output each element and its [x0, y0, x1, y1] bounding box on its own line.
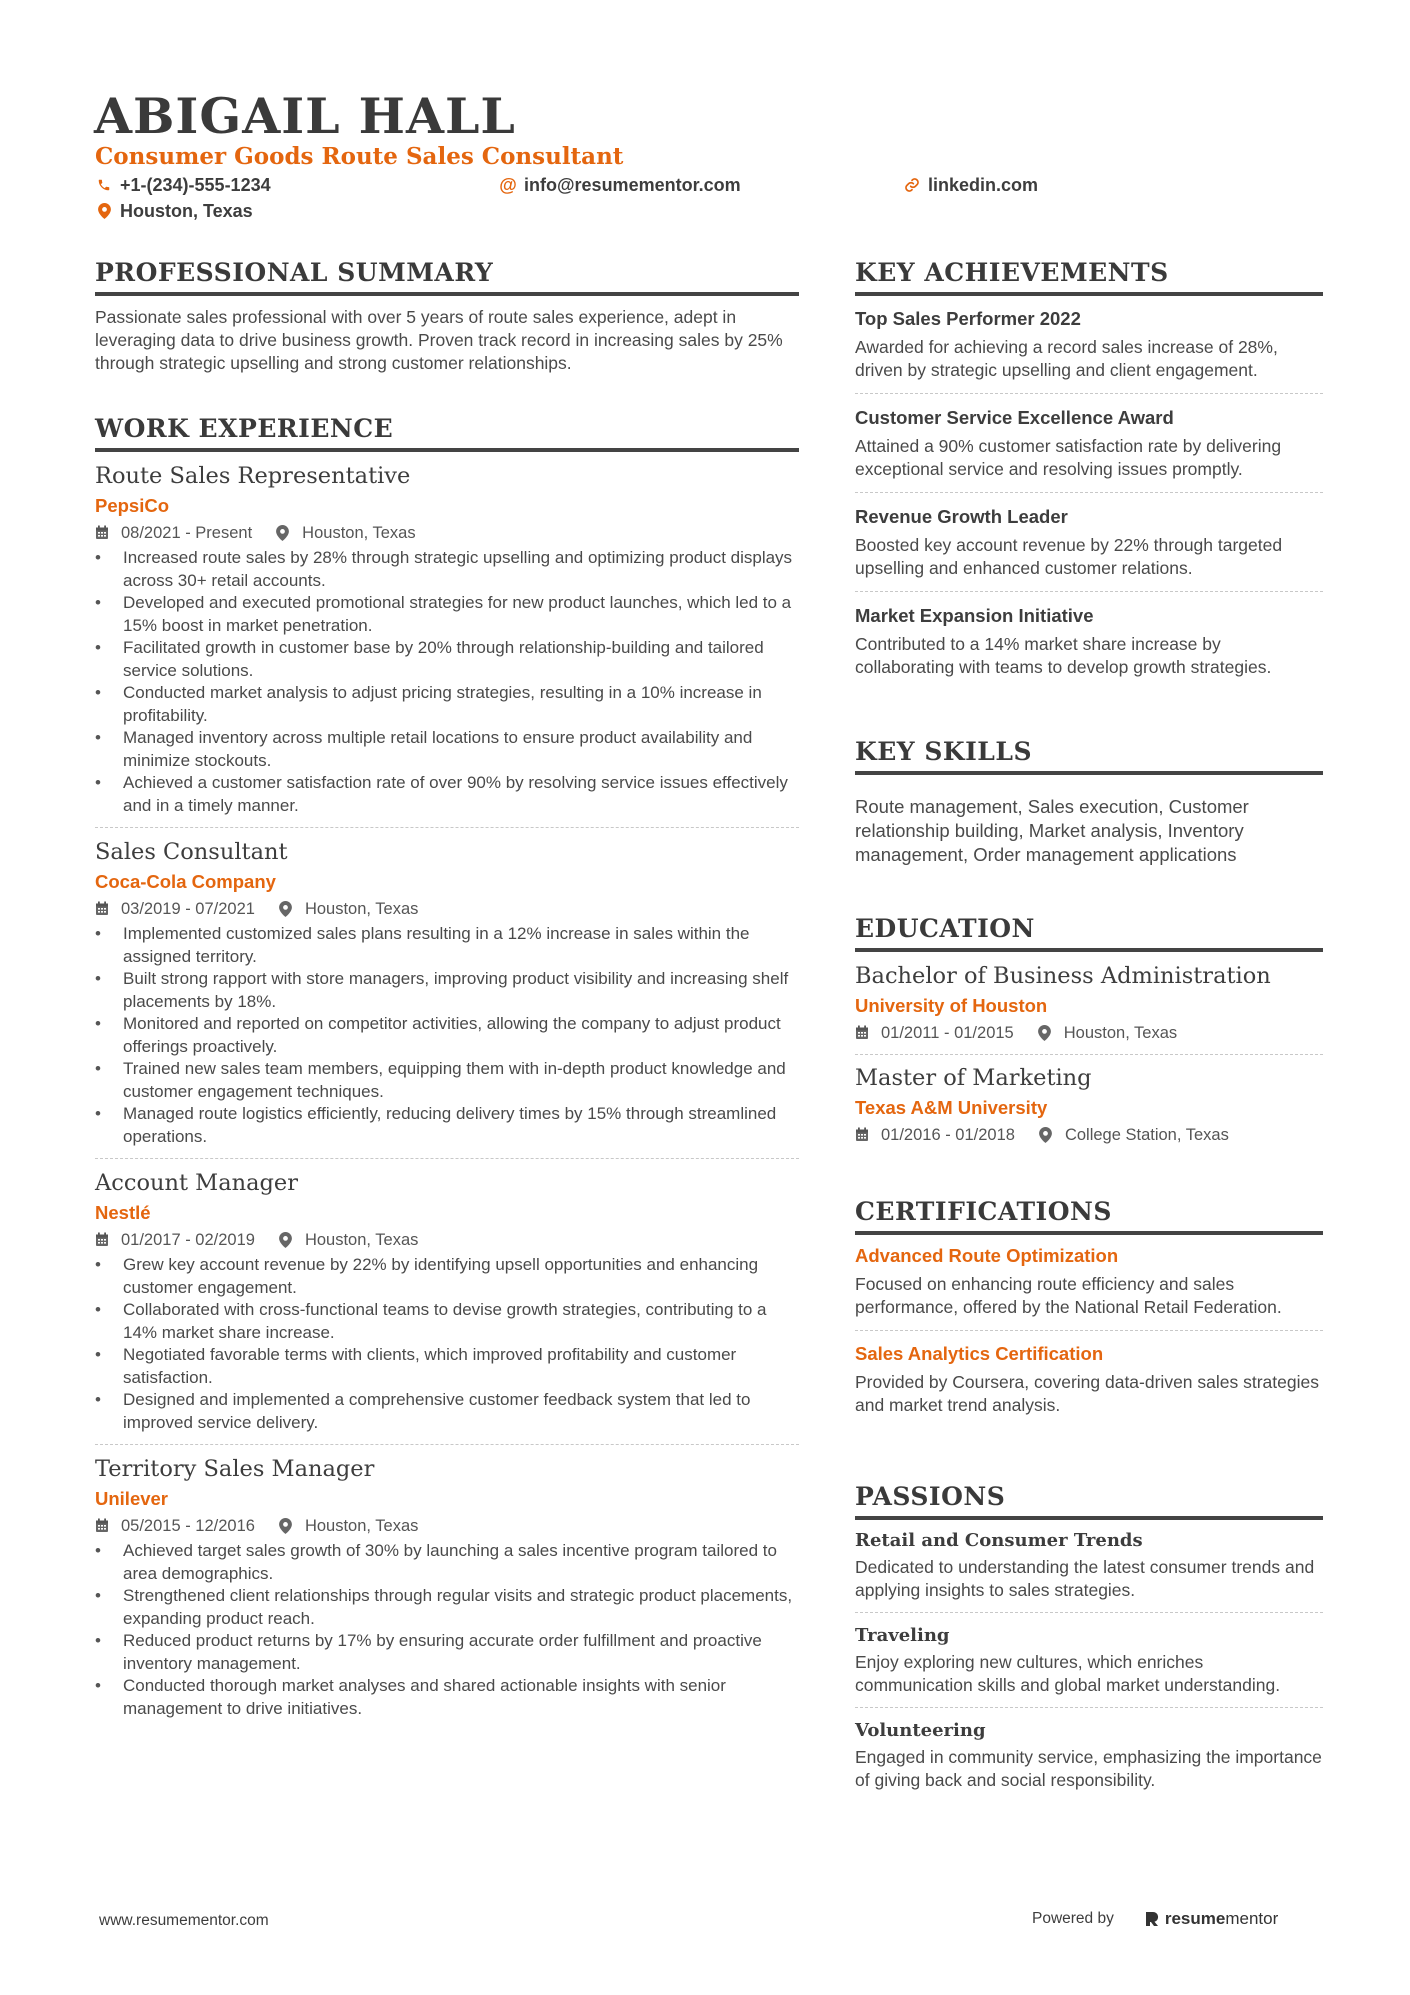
school-name: Texas A&M University — [855, 1097, 1048, 1118]
link-icon — [904, 176, 920, 194]
achievement-title: Customer Service Excellence Award — [855, 407, 1174, 428]
powered-by-text: Powered by — [1032, 1910, 1114, 1927]
certification-desc: Provided by Coursera, covering data-driven sales strategies and market trend analysis. — [855, 1372, 1319, 1415]
job-divider — [95, 827, 799, 828]
bullet-item: • Conducted market analysis to adjust pricing strategies, resulting in a 10% increase in profitability. — [95, 682, 799, 727]
location — [1039, 1124, 1229, 1146]
certifications-heading: CERTIFICATIONS — [855, 1197, 1323, 1235]
achievement-desc: Boosted key account revenue by 22% through targeted upselling and enhanced customer relations. — [855, 535, 1283, 578]
company-name: Nestlé — [95, 1202, 151, 1223]
passion-list — [855, 1528, 1323, 1792]
job-entry — [95, 1168, 799, 1434]
passions-section — [855, 1482, 1323, 1792]
certification-divider — [855, 1330, 1323, 1331]
bullet-item: • Facilitated growth in customer base by 20% through relationship-building and tailored service solutions. — [95, 637, 799, 682]
job-bullets — [95, 923, 799, 1148]
school-name: University of Houston — [855, 995, 1048, 1016]
location-contact — [96, 198, 253, 224]
passion-divider — [855, 1707, 1323, 1708]
job-title: Territory Sales Manager — [95, 1456, 375, 1482]
job-list — [95, 461, 799, 1720]
achievement-desc: Attained a 90% customer satisfaction rate by delivering exceptional service and resolving issues promptly. — [855, 436, 1282, 479]
certification-title: Advanced Route Optimization — [855, 1245, 1119, 1266]
linkedin-text: linkedin.com — [928, 174, 1039, 195]
email-text: info@resumementor.com — [524, 174, 741, 195]
date-range: 01/2011 - 01/2015 — [881, 1024, 1014, 1042]
work-section — [95, 414, 799, 1720]
passion-desc: Enjoy exploring new cultures, which enriches communication skills and global market understanding. — [855, 1652, 1281, 1695]
skills-heading: KEY SKILLS — [855, 737, 1323, 775]
job-bullets — [95, 1540, 799, 1720]
location-pin-icon — [279, 1232, 295, 1248]
achievement-title: Market Expansion Initiative — [855, 605, 1094, 626]
calendar-icon — [95, 1518, 111, 1534]
achievement-divider — [855, 393, 1323, 394]
date-range: 01/2016 - 01/2018 — [881, 1126, 1015, 1144]
achievement-title: Revenue Growth Leader — [855, 506, 1068, 527]
candidate-title: Consumer Goods Route Sales Consultant — [95, 143, 624, 170]
phone-text: +1-(234)-555-1234 — [120, 174, 271, 195]
achievements-section — [855, 258, 1323, 679]
location-pin-icon — [279, 901, 295, 917]
summary-text: Passionate sales professional with over 5 years of route sales experience, adept in leveraging data to drive business growth. Proven track record in increasing sales by 25% through strategic upselling and strong customer relationships. — [95, 307, 783, 373]
brand-name-b: mentor — [1225, 1909, 1279, 1928]
brand-mark-icon — [1144, 1910, 1160, 1928]
bullet-item: • Managed route logistics efficiently, reducing delivery times by 15% through streamlined operations. — [95, 1103, 799, 1148]
calendar-icon — [95, 525, 111, 541]
company-name: PepsiCo — [95, 495, 170, 516]
job-entry — [95, 837, 799, 1148]
achievement-divider — [855, 492, 1323, 493]
certifications-section — [855, 1197, 1323, 1417]
location-pin-icon — [279, 1518, 295, 1534]
achievement-title: Top Sales Performer 2022 — [855, 308, 1081, 329]
calendar-icon — [95, 1232, 111, 1248]
location-text: Houston, Texas — [304, 1517, 419, 1535]
achievement-desc: Contributed to a 14% market share increase by collaborating with teams to develop growth strategies. — [855, 634, 1272, 677]
achievement-list — [855, 306, 1323, 679]
certification-desc: Focused on enhancing route efficiency and sales performance, offered by the National Retail Federation. — [855, 1274, 1282, 1317]
bullet-item: • Conducted thorough market analyses and shared actionable insights with senior management to drive initiatives. — [95, 1675, 799, 1720]
location — [279, 1515, 418, 1537]
bullet-item: • Achieved target sales growth of 30% by launching a sales incentive program tailored to area demographics. — [95, 1540, 799, 1585]
education-section — [855, 914, 1323, 1146]
job-entry — [95, 461, 799, 817]
company-name: Coca-Cola Company — [95, 871, 276, 892]
skills-text: Route management, Sales execution, Customer relationship building, Market analysis, Inventory management, Order management applications — [855, 796, 1249, 865]
certification-list — [855, 1243, 1323, 1417]
calendar-icon — [95, 901, 111, 917]
phone-contact[interactable] — [96, 172, 271, 198]
location — [279, 1229, 418, 1251]
certification-title: Sales Analytics Certification — [855, 1343, 1104, 1364]
job-divider — [95, 1158, 799, 1159]
bullet-item: • Increased route sales by 28% through strategic upselling and optimizing product displays across 30+ retail accounts. — [95, 547, 799, 592]
passions-heading: PASSIONS — [855, 1482, 1323, 1520]
location-pin-icon — [96, 202, 112, 220]
bullet-item: • Developed and executed promotional strategies for new product launches, which led to a 15% boost in market penetration. — [95, 592, 799, 637]
job-title: Account Manager — [95, 1170, 299, 1196]
date-location-row — [855, 1022, 1323, 1044]
candidate-name: ABIGAIL HALL — [94, 87, 516, 145]
achievement-divider — [855, 591, 1323, 592]
job-divider — [95, 1444, 799, 1445]
date-location-row — [95, 1229, 799, 1251]
skills-section — [855, 737, 1323, 867]
location-text: Houston, Texas — [302, 524, 416, 542]
bullet-item: • Achieved a customer satisfaction rate of over 90% by resolving service issues effectively and in a timely manner. — [95, 772, 799, 817]
education-divider — [855, 1054, 1323, 1055]
date-location-row — [95, 522, 799, 544]
location — [276, 522, 415, 544]
location-text: College Station, Texas — [1064, 1126, 1229, 1144]
bullet-item: • Designed and implemented a comprehensive customer feedback system that led to improved service delivery. — [95, 1389, 799, 1434]
bullet-item: • Monitored and reported on competitor activities, allowing the company to adjust product offerings proactively. — [95, 1013, 799, 1058]
footer-website[interactable]: www.resumementor.com — [99, 1912, 269, 1929]
date-range: 08/2021 - Present — [121, 524, 253, 542]
date-location-row — [95, 898, 799, 920]
bullet-item: • Strengthened client relationships through regular visits and strategic product placements, expanding product reach. — [95, 1585, 799, 1630]
bullet-item: • Built strong rapport with store managers, improving product visibility and increasing shelf placements by 18%. — [95, 968, 799, 1013]
location-text: Houston, Texas — [304, 900, 419, 918]
calendar-icon — [855, 1127, 871, 1143]
achievement-desc: Awarded for achieving a record sales increase of 28%, driven by strategic upselling and client engagement. — [855, 337, 1278, 380]
bullet-item: • Trained new sales team members, equipping them with in-depth product knowledge and customer engagement techniques. — [95, 1058, 799, 1103]
location-text: Houston, Texas — [304, 1231, 419, 1249]
summary-section — [95, 258, 799, 375]
education-list — [855, 961, 1323, 1146]
at-icon: @ — [499, 174, 517, 195]
passion-divider — [855, 1612, 1323, 1613]
education-heading: EDUCATION — [855, 914, 1323, 952]
date-location-row — [95, 1515, 799, 1537]
passion-title: Traveling — [855, 1625, 950, 1646]
passion-desc: Dedicated to understanding the latest consumer trends and applying insights to sales strategies. — [855, 1557, 1315, 1600]
job-bullets — [95, 1254, 799, 1434]
company-name: Unilever — [95, 1488, 169, 1509]
location-text: Houston, Texas — [1063, 1024, 1178, 1042]
degree-title: Master of Marketing — [855, 1065, 1092, 1091]
passion-desc: Engaged in community service, emphasizing the importance of giving back and social responsibility. — [855, 1747, 1322, 1790]
date-location-row — [855, 1124, 1323, 1146]
brand-name-a: resume — [1164, 1909, 1226, 1928]
date-range: 05/2015 - 12/2016 — [121, 1517, 255, 1535]
job-title: Sales Consultant — [95, 839, 288, 865]
bullet-item: • Managed inventory across multiple retail locations to ensure product availability and minimize stockouts. — [95, 727, 799, 772]
location — [1038, 1022, 1177, 1044]
bullet-item: • Implemented customized sales plans resulting in a 12% increase in sales within the assigned territory. — [95, 923, 799, 968]
bullet-item: • Reduced product returns by 17% by ensuring accurate order fulfillment and proactive inventory management. — [95, 1630, 799, 1675]
summary-heading: PROFESSIONAL SUMMARY — [95, 258, 799, 296]
date-range: 03/2019 - 07/2021 — [121, 900, 255, 918]
bullet-item: • Collaborated with cross-functional teams to devise growth strategies, contributing to a 14% market share increase. — [95, 1299, 799, 1344]
email-contact[interactable] — [500, 172, 741, 198]
calendar-icon — [855, 1025, 871, 1041]
job-entry — [95, 1454, 799, 1720]
work-heading: WORK EXPERIENCE — [95, 414, 799, 452]
footer-powered — [1032, 1906, 1278, 1932]
bullet-item: • Negotiated favorable terms with clients, which improved profitability and customer satisfaction. — [95, 1344, 799, 1389]
date-range: 01/2017 - 02/2019 — [121, 1231, 255, 1249]
bullet-item: • Grew key account revenue by 22% by identifying upsell opportunities and enhancing customer engagement. — [95, 1254, 799, 1299]
location-pin-icon — [1039, 1127, 1055, 1143]
passion-title: Volunteering — [855, 1720, 986, 1741]
job-bullets — [95, 547, 799, 817]
location-pin-icon — [276, 525, 292, 541]
achievements-heading: KEY ACHIEVEMENTS — [855, 258, 1323, 296]
passion-title: Retail and Consumer Trends — [855, 1530, 1143, 1551]
location — [279, 898, 418, 920]
linkedin-contact[interactable] — [904, 172, 1038, 198]
brand-logo[interactable] — [1144, 1906, 1278, 1932]
degree-title: Bachelor of Business Administration — [855, 963, 1271, 989]
phone-icon — [96, 176, 112, 194]
location-text: Houston, Texas — [120, 200, 253, 221]
location-pin-icon — [1038, 1025, 1054, 1041]
job-title: Route Sales Representative — [95, 463, 411, 489]
